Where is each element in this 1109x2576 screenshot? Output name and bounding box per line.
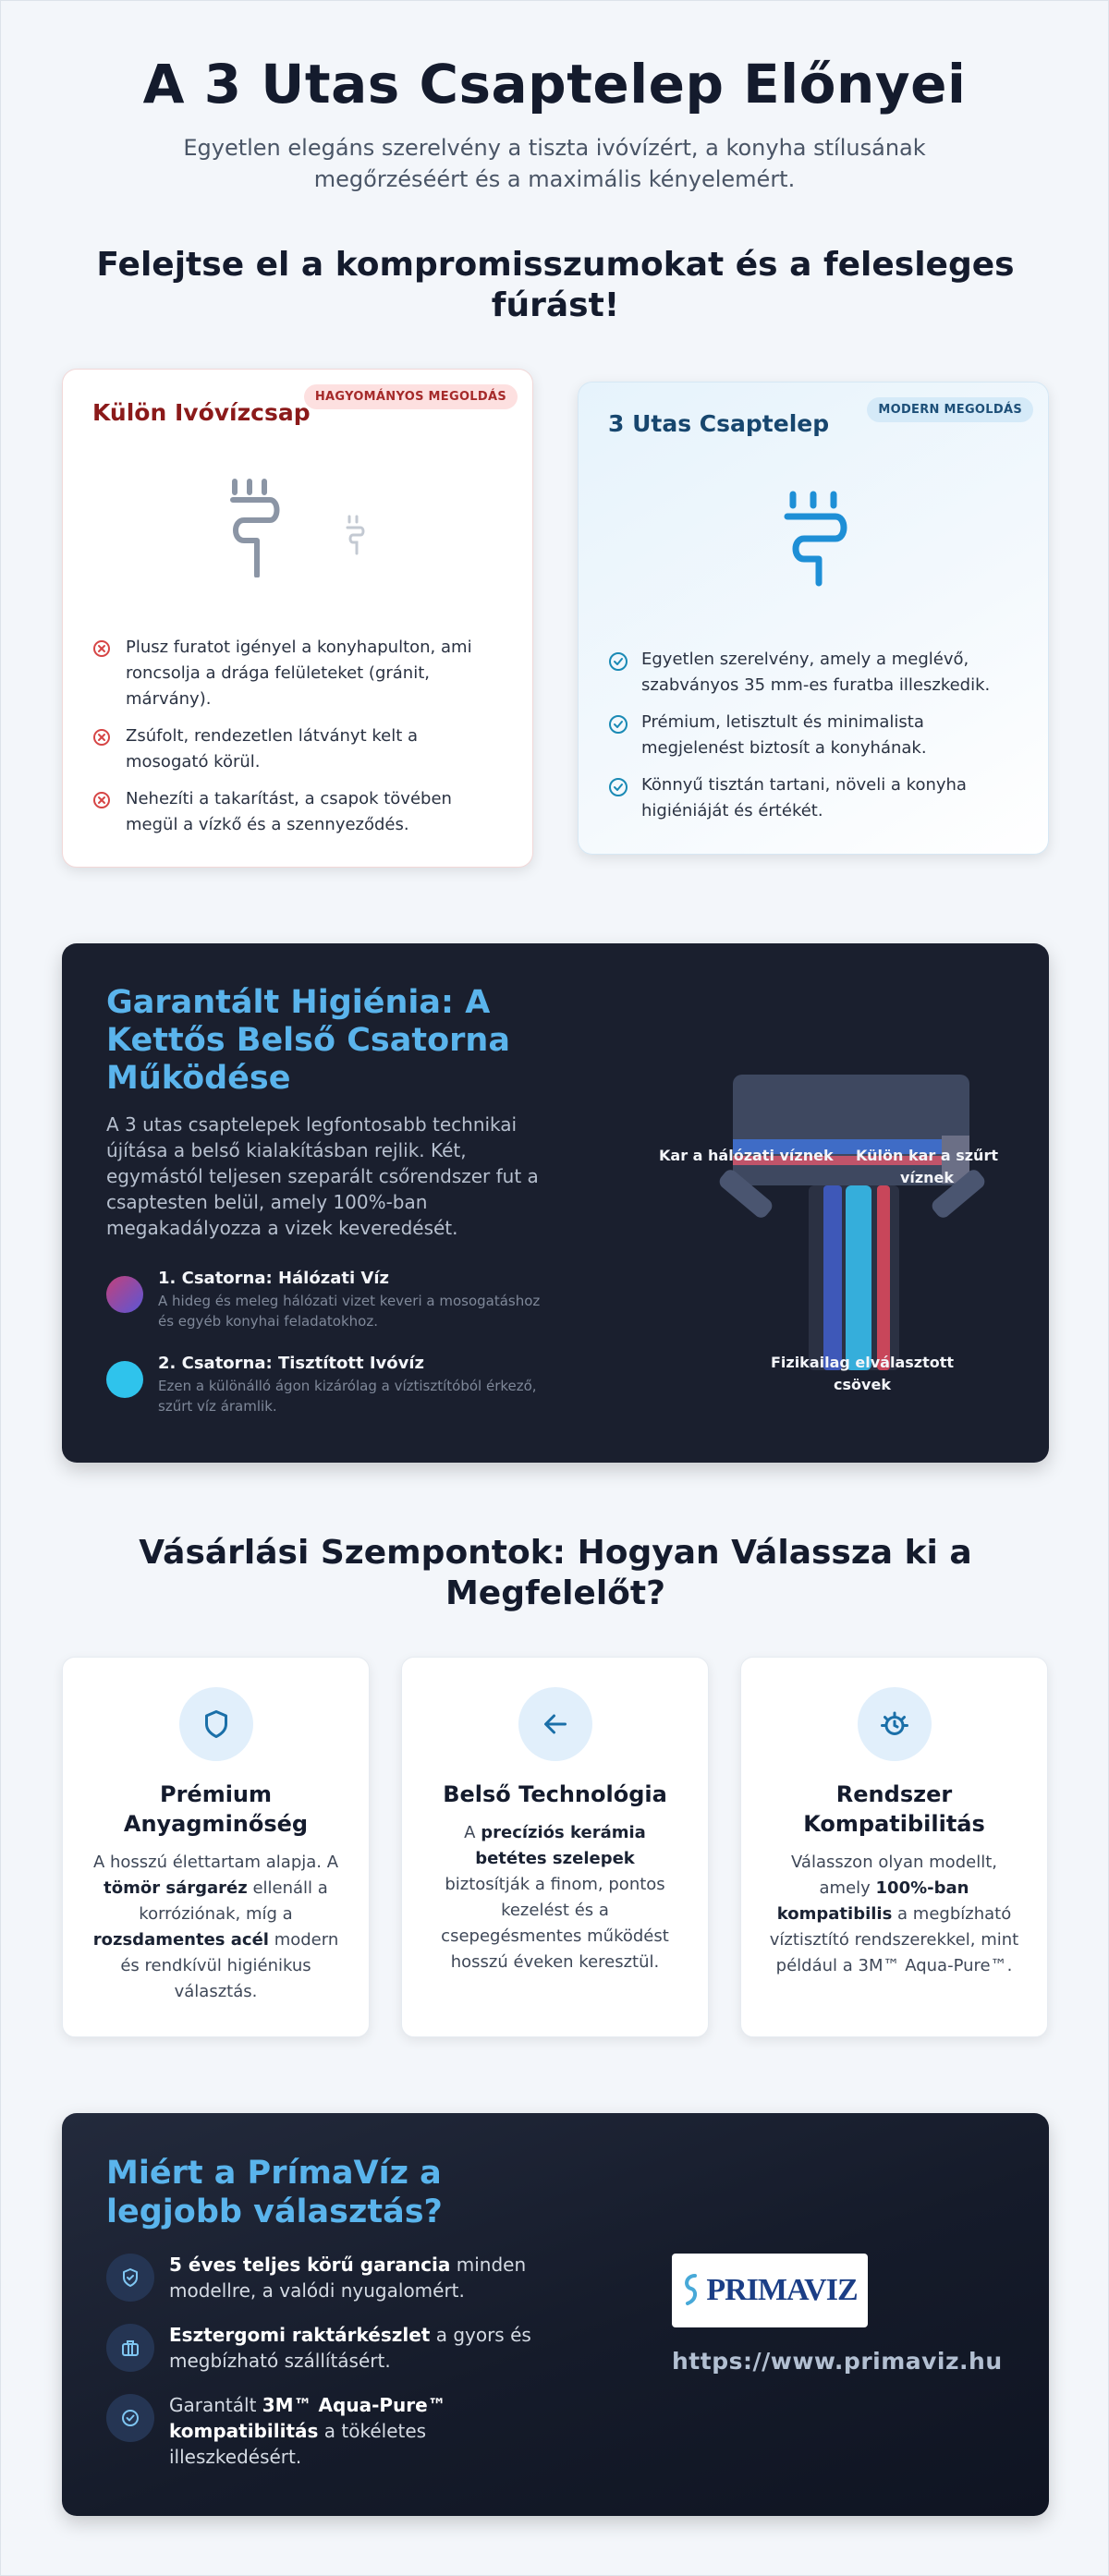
diagram-label-left: Kar a hálózati víznek <box>659 1147 834 1164</box>
old-badge: HAGYOMÁNYOS MEGOLDÁS <box>304 384 518 409</box>
x-circle-icon <box>92 728 111 755</box>
shield-icon <box>179 1687 253 1761</box>
check-circle-icon <box>106 2394 154 2442</box>
gear-timer-icon <box>858 1687 932 1761</box>
check-circle-icon <box>608 777 628 806</box>
dual-channel-diagram <box>585 1027 1010 1415</box>
list-item: Plusz furatot igényel a konyhapulton, ami roncsolja a drága felületeket (gránit, márvány). <box>92 635 505 712</box>
page-title: A 3 Utas Csaptelep Előnyei <box>142 53 967 115</box>
new-advantages-list <box>608 647 1020 835</box>
list-item: Nehezíti a takarítást, a csapok tövében megül a vízkő és a szennyeződés. <box>92 786 505 838</box>
criteria-card-title: Prémium Anyagminőség <box>123 1781 309 1837</box>
old-disadvantages-list <box>92 635 505 849</box>
criteria-heading: Vásárlási Szempontok: Hogyan Válassza ki a Megfelelőt? <box>139 1534 972 1612</box>
arrow-left-icon <box>518 1687 592 1761</box>
new-badge: MODERN MEGOLDÁS <box>867 397 1033 422</box>
check-circle-icon <box>608 714 628 743</box>
x-circle-icon <box>92 791 111 818</box>
criteria-card-text: A hosszú élettartam alapja. A tömör sárgaréz ellenáll a korróziónak, míg a rozsdamentes acél modern és rendkívül higiénikus választás. <box>92 1853 339 2001</box>
briefcase-icon <box>106 2324 154 2372</box>
new-solution-card <box>578 382 1049 855</box>
website-link[interactable]: https://www.primaviz.hu <box>672 2348 1003 2375</box>
primaviz-logo: PRIMAVIZ <box>672 2254 868 2327</box>
diagram-label-right: Külön kar a szűrt víznek <box>856 1147 998 1186</box>
check-circle-icon <box>608 651 628 680</box>
list-item: Könnyű tisztán tartani, növeli a konyha higiéniáját és értékét. <box>608 772 1020 824</box>
criteria-section <box>62 1657 1049 2037</box>
page-subtitle: Egyetlen elegáns szerelvény a tiszta ivóvízért, a konyha stílusának megőrzéséért és a maximális kényelemért. <box>183 135 926 192</box>
why-section: Miért a PrímaVíz a legjobb választás? 5 éves teljes körű garancia minden modellre, a valódi nyugalomért. Esztergomi raktárkészlet a gyors és megbízható szállításért. Garantált 3M™ Aqua-Pure™ kompatibilitás a tökéletes illeszkedésért. PRIMAVIZ https://www.primaviz.hu <box>62 2113 1049 2516</box>
channel-filtered-dot <box>106 1361 143 1398</box>
shield-check-icon <box>106 2254 154 2302</box>
criteria-card-compatibility <box>740 1657 1048 2037</box>
old-solution-card <box>62 369 533 868</box>
criteria-card-title: Rendszer Kompatibilitás <box>803 1781 985 1837</box>
comparison-section <box>62 369 1049 868</box>
hygiene-section: Garantált Higiénia: A Kettős Belső Csatorna Működése A 3 utas csaptelepek legfontosabb technikai újítása a belső kialakításban rejlik. Két, egymástól teljesen szeparált csőrendszer fut a csaptesten belül, amely 100%-ban megakadályozza a vizek keveredését. 1. Csatorna: Hálózati Víz A hideg és meleg hálózati vizet keveri a mosogatáshoz és egyéb konyhai feladatokhoz. 2. Csatorna: Tisztított Ivóvíz Ezen a különálló ágon kizárólag a víztisztítóból érkező, szűrt víz áramlik. Kar a hálózati víznek Külön kar a szűrt víznek Fizikailag elválasztott csövek <box>62 943 1049 1463</box>
criteria-card-material <box>62 1657 370 2037</box>
separate-tap-icon <box>63 476 532 581</box>
criteria-card-text: Válasszon olyan modellt, amely 100%-ban kompatibilis a megbízható víztisztító rendszerekkel, mint például a 3M™ Aqua-Pure™. <box>769 1853 1019 1975</box>
new-card-title: 3 Utas Csaptelep <box>608 410 830 437</box>
header <box>1 1 1108 195</box>
channel-mixed-dot <box>106 1276 143 1313</box>
compare-heading: Felejtse el a kompromisszumokat és a felesleges fúrást! <box>96 246 1015 324</box>
hygiene-description: A 3 utas csaptelepek legfontosabb technikai újítása a belső kialakításban rejlik. Két, egymástól teljesen szeparált csőrendszer fut a csaptesten belül, amely 100%-ban megakadályozza a vizek keveredését. <box>106 1113 539 1239</box>
hygiene-title: Garantált Higiénia: A Kettős Belső Csatorna Működése <box>106 984 510 1097</box>
list-item: Prémium, letisztult és minimalista megjelenést biztosít a konyhának. <box>608 710 1020 761</box>
three-way-tap-icon <box>579 489 1048 594</box>
old-card-title: Külön Ivóvízcsap <box>92 399 311 426</box>
list-item: Egyetlen szerelvény, amely a meglévő, szabványos 35 mm-es furatba illeszkedik. <box>608 647 1020 699</box>
criteria-card-technology <box>401 1657 709 2037</box>
criteria-card-text: A precíziós kerámia betétes szelepek biztosítják a finom, pontos kezelést és a csepegésmentes működést hosszú éveken keresztül. <box>441 1823 669 1972</box>
diagram-label-bottom: Fizikailag elválasztott csövek <box>770 1354 955 1393</box>
list-item: Zsúfolt, rendezetlen látványt kelt a mosogató körül. <box>92 723 505 775</box>
x-circle-icon <box>92 639 111 666</box>
criteria-card-title: Belső Technológia <box>443 1781 667 1807</box>
why-title: Miért a PrímaVíz a legjobb választás? <box>106 2155 443 2230</box>
